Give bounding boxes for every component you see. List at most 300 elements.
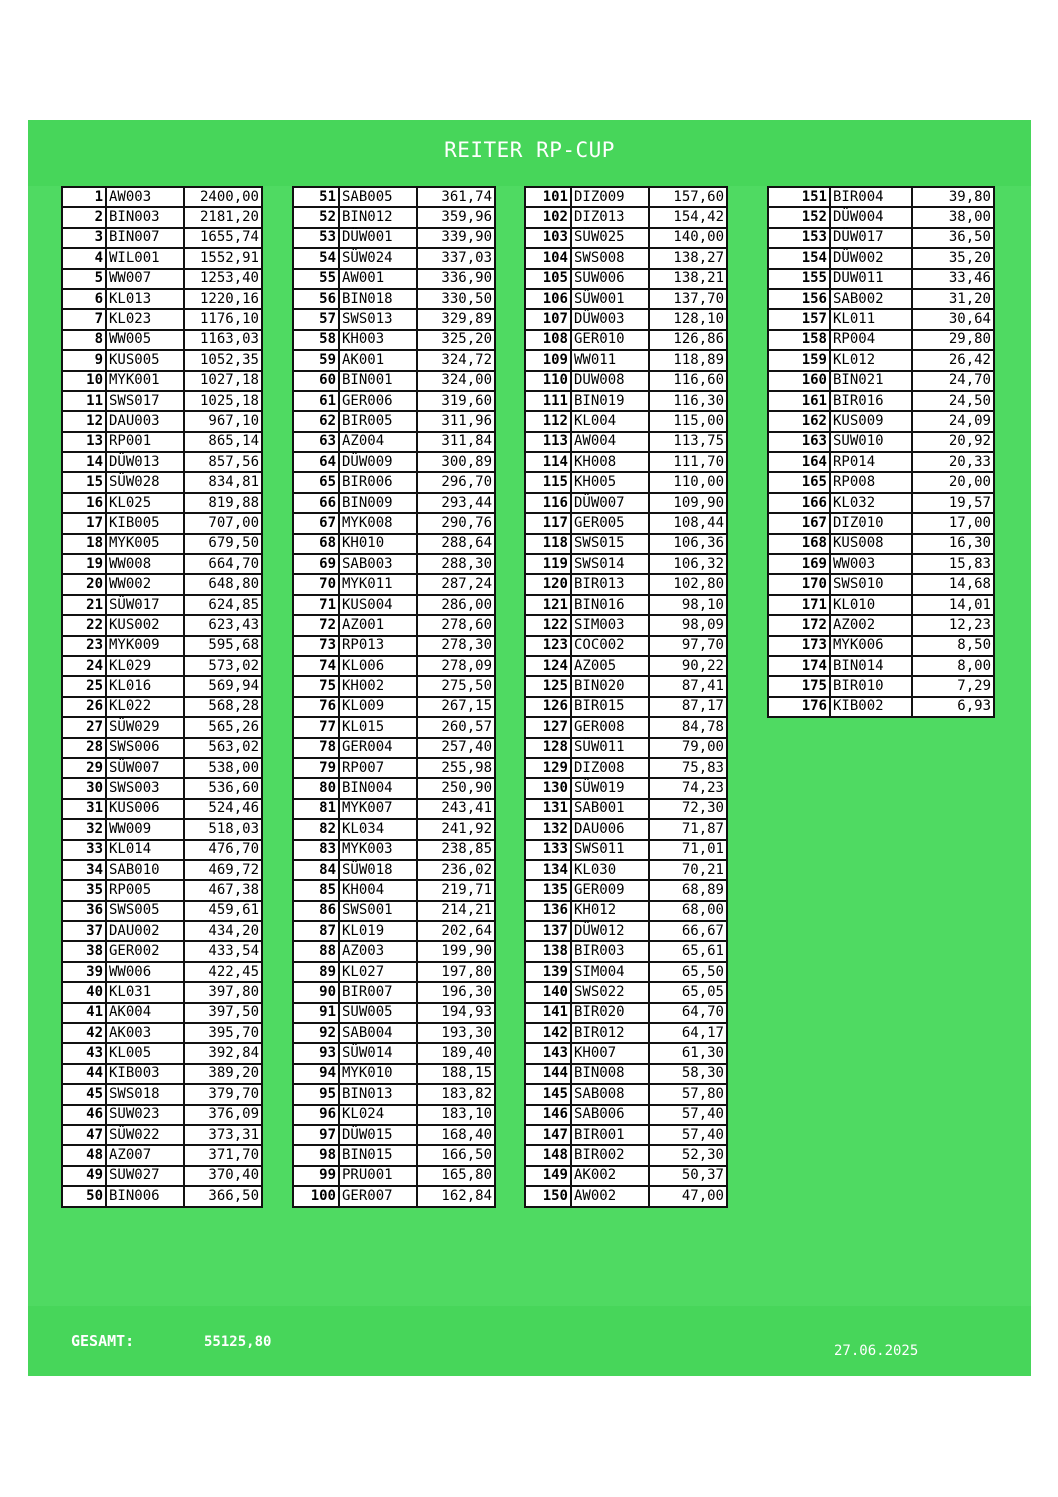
points-cell: 98,09: [649, 615, 727, 635]
points-cell: 324,00: [417, 371, 495, 391]
rider-code-cell: MYK003: [339, 840, 417, 860]
rank-cell: 60: [293, 371, 339, 391]
table-row: [62, 534, 262, 554]
rider-code-cell: AK004: [106, 1003, 184, 1023]
table-row: [293, 656, 495, 676]
points-cell: 31,20: [912, 289, 994, 309]
rank-cell: 110: [525, 371, 571, 391]
table-row: [62, 1145, 262, 1165]
points-cell: 166,50: [417, 1145, 495, 1165]
points-cell: 370,40: [184, 1166, 262, 1186]
table-row: [62, 840, 262, 860]
rank-cell: 125: [525, 676, 571, 696]
rank-cell: 118: [525, 534, 571, 554]
table-row: [525, 574, 727, 594]
points-cell: 278,30: [417, 636, 495, 656]
rank-cell: 154: [768, 248, 830, 268]
table-row: [293, 962, 495, 982]
table-row: [525, 1186, 727, 1206]
table-row: [62, 248, 262, 268]
table-row: [293, 1043, 495, 1063]
table-row: [62, 982, 262, 1002]
rider-code-cell: BIN018: [339, 289, 417, 309]
rider-code-cell: BIR001: [571, 1125, 649, 1145]
rank-cell: 74: [293, 656, 339, 676]
rider-code-cell: DÜW003: [571, 309, 649, 329]
table-row: [62, 941, 262, 961]
table-row: [62, 472, 262, 492]
points-cell: 12,23: [912, 615, 994, 635]
rank-cell: 115: [525, 472, 571, 492]
rank-cell: 2: [62, 207, 106, 227]
rank-cell: 162: [768, 411, 830, 431]
table-row: [768, 289, 994, 309]
table-row: [525, 738, 727, 758]
table-row: [62, 493, 262, 513]
points-cell: 241,92: [417, 819, 495, 839]
rider-code-cell: AZ004: [339, 432, 417, 452]
table-row: [62, 269, 262, 289]
ranking-column-3: [524, 186, 728, 1208]
points-cell: 197,80: [417, 962, 495, 982]
rank-cell: 23: [62, 636, 106, 656]
rank-cell: 1: [62, 187, 106, 207]
rider-code-cell: AZ001: [339, 615, 417, 635]
rank-cell: 72: [293, 615, 339, 635]
points-cell: 536,60: [184, 778, 262, 798]
table-row: [293, 472, 495, 492]
rank-cell: 112: [525, 411, 571, 431]
table-row: [293, 819, 495, 839]
rider-code-cell: KIB005: [106, 513, 184, 533]
ranking-table-area: [28, 186, 1031, 1306]
points-cell: 563,02: [184, 738, 262, 758]
rider-code-cell: DIZ013: [571, 207, 649, 227]
rider-code-cell: SWS008: [571, 248, 649, 268]
points-cell: 339,90: [417, 228, 495, 248]
rank-cell: 147: [525, 1125, 571, 1145]
rider-code-cell: RP007: [339, 758, 417, 778]
rider-code-cell: GER004: [339, 738, 417, 758]
points-cell: 70,21: [649, 860, 727, 880]
rider-code-cell: WW009: [106, 819, 184, 839]
points-cell: 61,30: [649, 1043, 727, 1063]
rank-cell: 35: [62, 880, 106, 900]
rider-code-cell: BIR015: [571, 697, 649, 717]
table-row: [525, 799, 727, 819]
points-cell: 71,01: [649, 840, 727, 860]
table-row: [62, 860, 262, 880]
rider-code-cell: KH005: [571, 472, 649, 492]
rider-code-cell: KL023: [106, 309, 184, 329]
points-cell: 275,50: [417, 676, 495, 696]
points-cell: 97,70: [649, 636, 727, 656]
rank-cell: 155: [768, 269, 830, 289]
rider-code-cell: DÜW012: [571, 921, 649, 941]
table-row: [525, 819, 727, 839]
points-cell: 361,74: [417, 187, 495, 207]
rank-cell: 173: [768, 636, 830, 656]
points-cell: 15,83: [912, 554, 994, 574]
points-cell: 7,29: [912, 676, 994, 696]
rank-cell: 132: [525, 819, 571, 839]
table-row: [525, 941, 727, 961]
rank-cell: 22: [62, 615, 106, 635]
points-cell: 113,75: [649, 432, 727, 452]
table-row: [768, 554, 994, 574]
table-row: [62, 391, 262, 411]
points-cell: 359,96: [417, 207, 495, 227]
rank-cell: 86: [293, 901, 339, 921]
rank-cell: 17: [62, 513, 106, 533]
rider-code-cell: KH010: [339, 534, 417, 554]
points-cell: 296,70: [417, 472, 495, 492]
rider-code-cell: SAB004: [339, 1023, 417, 1043]
rank-cell: 78: [293, 738, 339, 758]
rank-cell: 80: [293, 778, 339, 798]
rider-code-cell: WW006: [106, 962, 184, 982]
table-row: [62, 554, 262, 574]
rank-cell: 16: [62, 493, 106, 513]
rider-code-cell: BIN013: [339, 1084, 417, 1104]
points-cell: 707,00: [184, 513, 262, 533]
rider-code-cell: BIN019: [571, 391, 649, 411]
rider-code-cell: DÜW017: [830, 228, 912, 248]
points-cell: 330,50: [417, 289, 495, 309]
rider-code-cell: SWS005: [106, 901, 184, 921]
rank-cell: 85: [293, 880, 339, 900]
points-cell: 29,80: [912, 330, 994, 350]
table-row: [293, 982, 495, 1002]
rank-cell: 21: [62, 595, 106, 615]
points-cell: 183,10: [417, 1105, 495, 1125]
table-row: [62, 411, 262, 431]
points-cell: 433,54: [184, 941, 262, 961]
points-cell: 311,84: [417, 432, 495, 452]
rank-cell: 126: [525, 697, 571, 717]
rider-code-cell: RP004: [830, 330, 912, 350]
rank-cell: 102: [525, 207, 571, 227]
points-cell: 679,50: [184, 534, 262, 554]
table-row: [293, 289, 495, 309]
rank-cell: 93: [293, 1043, 339, 1063]
rank-cell: 9: [62, 350, 106, 370]
rank-cell: 129: [525, 758, 571, 778]
rider-code-cell: COC002: [571, 636, 649, 656]
rider-code-cell: KL019: [339, 921, 417, 941]
points-cell: 202,64: [417, 921, 495, 941]
rider-code-cell: BIN014: [830, 656, 912, 676]
rank-cell: 31: [62, 799, 106, 819]
rank-cell: 91: [293, 1003, 339, 1023]
points-cell: 648,80: [184, 574, 262, 594]
rider-code-cell: KIB002: [830, 697, 912, 717]
ranking-column-2: [292, 186, 496, 1208]
rider-code-cell: WW007: [106, 269, 184, 289]
table-row: [768, 248, 994, 268]
points-cell: 98,10: [649, 595, 727, 615]
rank-cell: 95: [293, 1084, 339, 1104]
rider-code-cell: AZ002: [830, 615, 912, 635]
rank-cell: 87: [293, 921, 339, 941]
points-cell: 57,40: [649, 1125, 727, 1145]
table-row: [525, 656, 727, 676]
table-row: [293, 636, 495, 656]
rank-cell: 160: [768, 371, 830, 391]
table-row: [293, 1166, 495, 1186]
points-cell: 116,60: [649, 371, 727, 391]
points-cell: 324,72: [417, 350, 495, 370]
rider-code-cell: SAB002: [830, 289, 912, 309]
rider-code-cell: KL034: [339, 819, 417, 839]
rider-code-cell: SAB005: [339, 187, 417, 207]
rider-code-cell: DIZ009: [571, 187, 649, 207]
points-cell: 565,26: [184, 717, 262, 737]
rank-cell: 127: [525, 717, 571, 737]
rider-code-cell: KL012: [830, 350, 912, 370]
table-row: [293, 778, 495, 798]
rank-cell: 38: [62, 941, 106, 961]
rider-code-cell: BIN016: [571, 595, 649, 615]
points-cell: 300,89: [417, 452, 495, 472]
table-row: [293, 880, 495, 900]
points-cell: 857,56: [184, 452, 262, 472]
points-cell: 106,36: [649, 534, 727, 554]
rider-code-cell: KUS008: [830, 534, 912, 554]
table-row: [525, 289, 727, 309]
rank-cell: 6: [62, 289, 106, 309]
rider-code-cell: MYK010: [339, 1064, 417, 1084]
table-row: [62, 330, 262, 350]
rank-cell: 140: [525, 982, 571, 1002]
rank-cell: 159: [768, 350, 830, 370]
table-row: [525, 1084, 727, 1104]
rank-cell: 89: [293, 962, 339, 982]
rank-cell: 139: [525, 962, 571, 982]
table-row: [525, 778, 727, 798]
rider-code-cell: KL015: [339, 717, 417, 737]
rank-cell: 150: [525, 1186, 571, 1206]
points-cell: 219,71: [417, 880, 495, 900]
rider-code-cell: AW004: [571, 432, 649, 452]
table-row: [293, 901, 495, 921]
points-cell: 476,70: [184, 840, 262, 860]
table-row: [768, 472, 994, 492]
rider-code-cell: KIB003: [106, 1064, 184, 1084]
rider-code-cell: SWS006: [106, 738, 184, 758]
rider-code-cell: GER010: [571, 330, 649, 350]
table-row: [62, 289, 262, 309]
rider-code-cell: BIN012: [339, 207, 417, 227]
rider-code-cell: BIN001: [339, 371, 417, 391]
points-cell: 278,60: [417, 615, 495, 635]
table-row: [768, 615, 994, 635]
rider-code-cell: KL014: [106, 840, 184, 860]
rank-cell: 3: [62, 228, 106, 248]
points-cell: 20,92: [912, 432, 994, 452]
rank-cell: 27: [62, 717, 106, 737]
points-cell: 154,42: [649, 207, 727, 227]
table-row: [293, 574, 495, 594]
rider-code-cell: DÜW009: [339, 452, 417, 472]
rider-code-cell: SÜW017: [106, 595, 184, 615]
rider-code-cell: BIN020: [571, 676, 649, 696]
table-row: [293, 758, 495, 778]
rider-code-cell: SWS003: [106, 778, 184, 798]
points-cell: 1163,03: [184, 330, 262, 350]
points-cell: 68,00: [649, 901, 727, 921]
rank-cell: 143: [525, 1043, 571, 1063]
rank-cell: 13: [62, 432, 106, 452]
rank-cell: 66: [293, 493, 339, 513]
rank-cell: 46: [62, 1105, 106, 1125]
rider-code-cell: WW011: [571, 350, 649, 370]
rider-code-cell: KUS004: [339, 595, 417, 615]
rider-code-cell: SÜW010: [830, 432, 912, 452]
points-cell: 8,50: [912, 636, 994, 656]
points-cell: 238,85: [417, 840, 495, 860]
rider-code-cell: SAB008: [571, 1084, 649, 1104]
table-row: [525, 962, 727, 982]
table-row: [525, 840, 727, 860]
points-cell: 79,00: [649, 738, 727, 758]
rider-code-cell: DÜW001: [339, 228, 417, 248]
table-row: [293, 941, 495, 961]
rider-code-cell: DÜW002: [830, 248, 912, 268]
points-cell: 288,30: [417, 554, 495, 574]
table-row: [768, 534, 994, 554]
table-row: [293, 330, 495, 350]
rider-code-cell: RP005: [106, 880, 184, 900]
table-row: [293, 799, 495, 819]
points-cell: 524,46: [184, 799, 262, 819]
rider-code-cell: MYK005: [106, 534, 184, 554]
points-cell: 329,89: [417, 309, 495, 329]
points-cell: 74,23: [649, 778, 727, 798]
table-row: [62, 778, 262, 798]
table-row: [62, 819, 262, 839]
rider-code-cell: BIN021: [830, 371, 912, 391]
points-cell: 967,10: [184, 411, 262, 431]
points-cell: 90,22: [649, 656, 727, 676]
table-row: [525, 982, 727, 1002]
rider-code-cell: SAB010: [106, 860, 184, 880]
points-cell: 366,50: [184, 1186, 262, 1206]
rider-code-cell: MYK006: [830, 636, 912, 656]
points-cell: 106,32: [649, 554, 727, 574]
table-row: [62, 350, 262, 370]
rider-code-cell: BIN003: [106, 207, 184, 227]
points-cell: 337,03: [417, 248, 495, 268]
points-cell: 1025,18: [184, 391, 262, 411]
rider-code-cell: BIR002: [571, 1145, 649, 1165]
rank-cell: 94: [293, 1064, 339, 1084]
points-cell: 395,70: [184, 1023, 262, 1043]
points-cell: 1027,18: [184, 371, 262, 391]
points-cell: 52,30: [649, 1145, 727, 1165]
table-row: [293, 840, 495, 860]
rank-cell: 24: [62, 656, 106, 676]
rider-code-cell: SWS014: [571, 554, 649, 574]
rider-code-cell: SÜW029: [106, 717, 184, 737]
rank-cell: 56: [293, 289, 339, 309]
rank-cell: 79: [293, 758, 339, 778]
rank-cell: 166: [768, 493, 830, 513]
table-row: [525, 1105, 727, 1125]
rider-code-cell: SAB006: [571, 1105, 649, 1125]
points-cell: 819,88: [184, 493, 262, 513]
rank-cell: 36: [62, 901, 106, 921]
table-row: [768, 207, 994, 227]
table-row: [768, 493, 994, 513]
points-cell: 319,60: [417, 391, 495, 411]
table-row: [525, 1003, 727, 1023]
rank-cell: 169: [768, 554, 830, 574]
table-row: [62, 962, 262, 982]
points-cell: 2400,00: [184, 187, 262, 207]
rider-code-cell: KL013: [106, 289, 184, 309]
points-cell: 467,38: [184, 880, 262, 900]
table-row: [62, 615, 262, 635]
rider-code-cell: BIR007: [339, 982, 417, 1002]
rank-cell: 163: [768, 432, 830, 452]
rank-cell: 156: [768, 289, 830, 309]
rank-cell: 164: [768, 452, 830, 472]
rider-code-cell: DÜW013: [106, 452, 184, 472]
rider-code-cell: BIR016: [830, 391, 912, 411]
points-cell: 137,70: [649, 289, 727, 309]
table-row: [62, 432, 262, 452]
rank-cell: 61: [293, 391, 339, 411]
rank-cell: 19: [62, 554, 106, 574]
rank-cell: 152: [768, 207, 830, 227]
table-row: [525, 921, 727, 941]
points-cell: 288,64: [417, 534, 495, 554]
rider-code-cell: SÜW024: [339, 248, 417, 268]
table-row: [62, 574, 262, 594]
table-row: [768, 411, 994, 431]
rank-cell: 77: [293, 717, 339, 737]
table-row: [293, 615, 495, 635]
rank-cell: 107: [525, 309, 571, 329]
table-row: [525, 228, 727, 248]
rider-code-cell: GER002: [106, 941, 184, 961]
rank-cell: 124: [525, 656, 571, 676]
table-row: [525, 636, 727, 656]
rider-code-cell: SAB003: [339, 554, 417, 574]
rank-cell: 100: [293, 1186, 339, 1206]
table-row: [293, 1064, 495, 1084]
table-row: [62, 513, 262, 533]
table-row: [293, 738, 495, 758]
table-row: [293, 187, 495, 207]
table-row: [62, 1166, 262, 1186]
points-cell: 311,96: [417, 411, 495, 431]
rider-code-cell: DIZ010: [830, 513, 912, 533]
rider-code-cell: KH012: [571, 901, 649, 921]
rank-cell: 157: [768, 309, 830, 329]
table-row: [768, 676, 994, 696]
rider-code-cell: AW003: [106, 187, 184, 207]
rank-cell: 131: [525, 799, 571, 819]
rank-cell: 4: [62, 248, 106, 268]
rider-code-cell: SÜW011: [571, 738, 649, 758]
rider-code-cell: MYK001: [106, 371, 184, 391]
table-row: [293, 676, 495, 696]
rider-code-cell: KH003: [339, 330, 417, 350]
points-cell: 257,40: [417, 738, 495, 758]
points-cell: 1176,10: [184, 309, 262, 329]
